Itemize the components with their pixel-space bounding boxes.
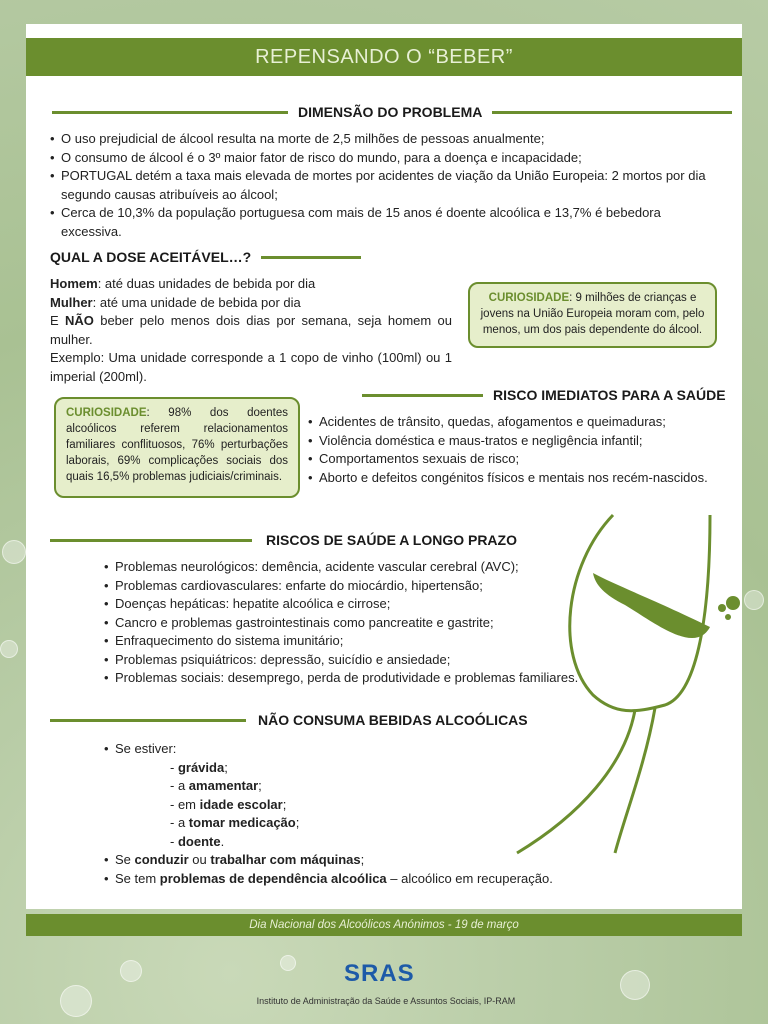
wine-bubble bbox=[718, 604, 726, 612]
list-item: • Cerca de 10,3% da população portuguesa com mais de 15 anos é doente alcoólica e 13,7% é bebedora excessiva. bbox=[50, 204, 722, 241]
dose-man bbox=[50, 275, 452, 294]
curiosity-callout-children bbox=[468, 282, 717, 348]
background-bubble bbox=[120, 960, 142, 982]
background-bubble bbox=[2, 540, 26, 564]
list-item: • Violência doméstica e maus-tratos e negligência infantil; bbox=[308, 432, 728, 451]
curiosity-callout-alcoholics bbox=[54, 397, 300, 498]
longterm-heading-text: RISCOS DE SAÚDE A LONGO PRAZO bbox=[266, 532, 517, 548]
background-bubble bbox=[60, 985, 92, 1017]
wine-bubble bbox=[725, 614, 731, 620]
curiosity-text: : 98% dos doentes alcoólicos referem relacionamentos familiares conflituosos, 76% perturbações laborais, 69% complicações sociais dos quais 16,5% problemas judiciais/criminais. bbox=[66, 407, 288, 483]
dose-no-label: NÃO bbox=[65, 313, 94, 328]
list-item: • Problemas neurológicos: demência, acidente vascular cerebral (AVC); bbox=[104, 558, 594, 577]
curiosity-lead: CURIOSIDADE bbox=[66, 407, 147, 419]
list-item: • O uso prejudicial de álcool resulta na morte de 2,5 milhões de pessoas anualmente; bbox=[50, 130, 722, 149]
dose-heading bbox=[50, 249, 361, 265]
list-item: • Acidentes de trânsito, quedas, afogamentos e queimaduras; bbox=[308, 413, 728, 432]
longterm-heading bbox=[50, 532, 517, 548]
list-item: • Cancro e problemas gastrointestinais como pancreatite e gastrite; bbox=[104, 614, 594, 633]
list-item-drive: • Se conduzir ou trabalhar com máquinas; bbox=[104, 851, 584, 870]
background-bubble bbox=[620, 970, 650, 1000]
dont-heading-text: NÃO CONSUMA BEBIDAS ALCOÓLICAS bbox=[258, 712, 528, 728]
list-item: • Comportamentos sexuais de risco; bbox=[308, 450, 728, 469]
problem-list bbox=[50, 130, 722, 241]
list-item: • Doenças hepáticas: hepatite alcoólica e cirrose; bbox=[104, 595, 594, 614]
list-item: • Problemas sociais: desemprego, perda de produtividade e problemas familiares. bbox=[104, 669, 594, 688]
wine-glass-illustration bbox=[505, 505, 745, 865]
list-item: • Problemas cardiovasculares: enfarte do miocárdio, hipertensão; bbox=[104, 577, 594, 596]
dose-man-label: Homem bbox=[50, 276, 98, 291]
list-item: • Problemas psiquiátricos: depressão, suicídio e ansiedade; bbox=[104, 651, 594, 670]
background-bubble bbox=[280, 955, 296, 971]
dont-heading bbox=[50, 712, 528, 728]
immediate-heading bbox=[362, 387, 726, 403]
dose-woman bbox=[50, 294, 452, 313]
dose-no-text: beber pelo menos dois dias por semana, seja homem ou mulher. bbox=[50, 313, 452, 347]
condition-item: - grávida; bbox=[170, 759, 228, 775]
condition-item: - doente. bbox=[170, 833, 225, 849]
dose-text bbox=[50, 275, 452, 386]
institute-name: Instituto de Administração da Saúde e Assuntos Sociais, IP-RAM bbox=[256, 996, 516, 1006]
dose-woman-text: : até uma unidade de bebida por dia bbox=[92, 294, 301, 310]
dose-man-text: : até duas unidades de bebida por dia bbox=[97, 276, 316, 291]
curiosity-text: : 9 milhões de crianças e jovens na União Europeia moram com, pelo menos, um dos pais dependente do álcool. bbox=[480, 292, 705, 336]
if-label: Se estiver: bbox=[115, 741, 177, 756]
dose-abstain bbox=[50, 312, 452, 349]
dose-heading-text: QUAL A DOSE ACEITÁVEL…? bbox=[50, 249, 252, 265]
dose-no-prefix: E bbox=[50, 313, 65, 328]
footer-banner: Dia Nacional dos Alcoólicos Anónimos - 19 de março bbox=[26, 914, 742, 936]
list-item-dependence: • Se tem problemas de dependência alcoólica – alcoólico em recuperação. bbox=[104, 870, 584, 889]
glass-stem-left bbox=[517, 710, 635, 853]
dose-woman-label: Mulher bbox=[50, 294, 93, 310]
immediate-heading-text: RISCO IMEDIATOS PARA A SAÚDE bbox=[493, 387, 726, 403]
list-item: • Aborto e defeitos congénitos físicos e mentais nos recém-nascidos. bbox=[308, 469, 728, 488]
wine-bubble bbox=[726, 596, 740, 610]
background-bubble bbox=[744, 590, 764, 610]
immediate-list bbox=[308, 413, 728, 487]
dose-example: Exemplo: Uma unidade corresponde a 1 copo de vinho (100ml) ou 1 imperial (200ml). bbox=[50, 350, 452, 384]
list-item: • Enfraquecimento do sistema imunitário; bbox=[104, 632, 594, 651]
condition-item: - em idade escolar; bbox=[170, 796, 287, 812]
list-item: • O consumo de álcool é o 3º maior fator de risco do mundo, para a doença e incapacidade; bbox=[50, 149, 722, 168]
glass-stem-right bbox=[615, 708, 655, 853]
curiosity-lead: CURIOSIDADE bbox=[488, 292, 570, 304]
poster-title: REPENSANDO O “BEBER” bbox=[26, 38, 742, 76]
condition-item: - a tomar medicação; bbox=[170, 815, 300, 830]
problem-heading-text: DIMENSÃO DO PROBLEMA bbox=[298, 104, 483, 120]
background-bubble bbox=[0, 640, 18, 658]
wine-fill bbox=[593, 573, 710, 638]
condition-item: - a amamentar; bbox=[170, 778, 262, 793]
problem-heading bbox=[52, 104, 732, 120]
sras-logo: SRAS bbox=[344, 960, 415, 987]
list-item: • PORTUGAL detém a taxa mais elevada de mortes por acidentes de viação da União Europeia: 2 mortos por dia segundo causas atribuíveis ao álcool; bbox=[50, 167, 722, 204]
